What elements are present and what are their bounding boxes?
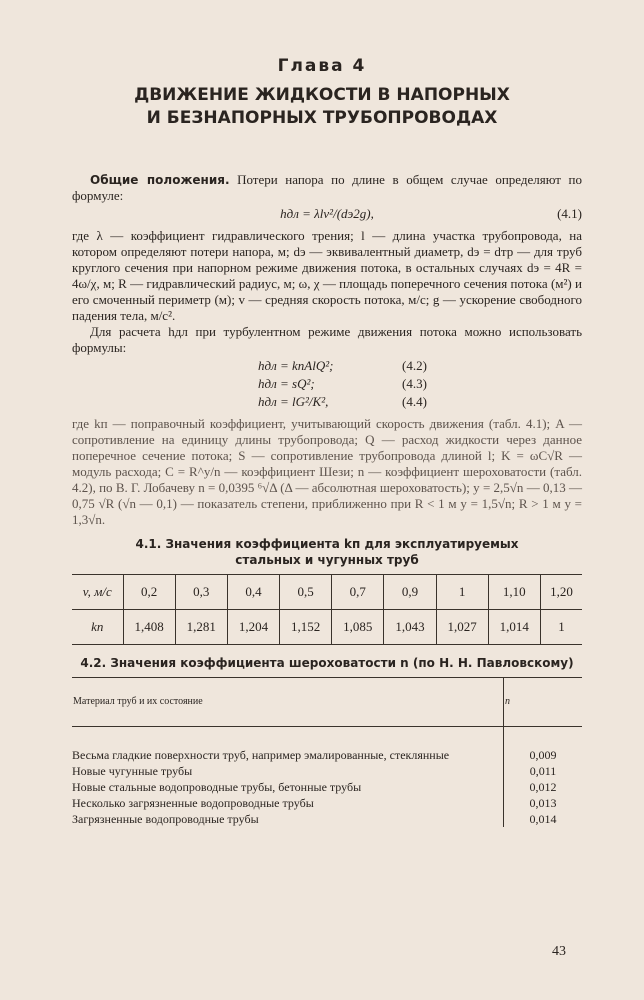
table-row <box>72 779 582 795</box>
table-cell: 0,7 <box>332 575 384 610</box>
table-cell: 0,9 <box>384 575 436 610</box>
table-cell: 1 <box>436 575 488 610</box>
column-header-n: n <box>504 678 583 727</box>
table-row <box>72 763 582 779</box>
table-4-1-title-line-1: 4.1. Значения коэффициента kп для эксплуатируемых <box>135 537 519 551</box>
table-cell: 1,014 <box>488 610 540 645</box>
column-header-material: Материал труб и их состояние <box>72 678 504 727</box>
body-text <box>72 172 582 827</box>
table-cell: 1,204 <box>227 610 279 645</box>
paragraph-2: Для расчета hдл при турбулентном режиме движения потока можно использовать формулы: <box>72 324 582 355</box>
material-cell: Весьма гладкие поверхности труб, например эмалированные, стеклянные <box>72 748 450 762</box>
intro-lead: Общие положения. <box>90 173 230 187</box>
table-cell: 1,043 <box>384 610 436 645</box>
n-cell: 0,012 <box>504 779 583 795</box>
material-cell: Новые чугунные трубы <box>72 764 193 778</box>
formula-4-3 <box>72 376 582 394</box>
material-cell: Несколько загрязненные водопроводные трубы <box>72 796 314 810</box>
row-label-coefficient: kп <box>72 610 123 645</box>
table-row-velocity <box>72 575 582 610</box>
page-number: 43 <box>552 944 566 959</box>
table-4-1-title-line-2: стальных и чугунных труб <box>235 553 419 567</box>
n-cell: 0,013 <box>504 795 583 811</box>
formula-4-2-number: (4.2) <box>402 358 427 373</box>
table-4-2 <box>72 677 582 827</box>
table-cell: 1,20 <box>540 575 582 610</box>
table-4-2-title: 4.2. Значения коэффициента шероховатости n (по Н. Н. Павловскому) <box>80 656 574 670</box>
table-4-1-title <box>72 536 582 568</box>
intro-text: Потери напора по длине в общем случае определяют по формуле: <box>72 172 582 203</box>
table-cell: 0,2 <box>123 575 175 610</box>
formula-4-4-expr: hдл = lG²/K², <box>258 394 329 409</box>
table-cell: 1,281 <box>175 610 227 645</box>
formula-4-3-number: (4.3) <box>402 376 427 391</box>
table-4-1 <box>72 574 582 645</box>
chapter-heading <box>0 84 644 130</box>
chapter-title: Глава 4 <box>277 56 367 76</box>
table-cell: 1,085 <box>332 610 384 645</box>
formula-4-1-number: (4.1) <box>557 206 582 221</box>
formula-block <box>72 358 582 412</box>
table-cell: 1,152 <box>280 610 332 645</box>
material-cell: Загрязненные водопроводные трубы <box>72 812 259 826</box>
formula-4-1-expr: hдл = λlv²/(dэ2g), <box>280 206 374 221</box>
table-cell: 1,408 <box>123 610 175 645</box>
table-cell: 0,4 <box>227 575 279 610</box>
definitions-paragraph-3: где kп — поправочный коэффициент, учитывающий скорость движения (табл. 4.1); A — сопротивление на единицу длины трубопровода; Q — расход жидкости через данное поперечное сечение потока; S — сопротивление трубопровода длиной l; K = ωC√R — модуль расхода; C = R^y/n — коэффициент Шези; n — коэффициент шероховатости (табл. 4.2), по В. Г. Лобачеву n = 0,0395 ⁶√Δ (Δ — абсолютная шероховатость); y = 2,5√n — 0,13 — 0,75 √R (√n — 0,1) — показатель степени, приближенно при R < 1 м y = 1,5√n; R > 1 м y = 1,3√n. <box>72 416 582 527</box>
formula-4-1 <box>72 206 582 226</box>
heading-line-2: И БЕЗНАПОРНЫХ ТРУБОПРОВОДАХ <box>146 108 498 128</box>
table-row <box>72 727 582 764</box>
definitions-paragraph-1: где λ — коэффициент гидравлического трения; l — длина участка трубопровода, на котором определяют потери напора, м; dэ — эквивалентный диаметр, dэ = dтр — для труб круглого сечения при напорном режиме движения потока, в остальных случаях dэ = 4R = 4ω/χ, м; R — гидравлический радиус, м; ω, χ — площадь поперечного сечения потока (м²) и его смоченный периметр (м); v — средняя скорость потока, м/с; g — ускорение свободного падения тела, м/с². <box>72 228 582 323</box>
intro-paragraph <box>72 172 582 204</box>
heading-line-1: ДВИЖЕНИЕ ЖИДКОСТИ В НАПОРНЫХ <box>134 85 510 105</box>
formula-4-4 <box>72 394 582 412</box>
n-cell: 0,009 <box>504 727 583 764</box>
row-label-velocity: v, м/с <box>72 575 123 610</box>
formula-4-3-expr: hдл = sQ²; <box>258 376 315 391</box>
formula-4-4-number: (4.4) <box>402 394 427 409</box>
table-cell: 0,5 <box>280 575 332 610</box>
table-row-coefficient <box>72 610 582 645</box>
table-cell: 1 <box>540 610 582 645</box>
table-header-row <box>72 678 582 727</box>
n-cell: 0,011 <box>504 763 583 779</box>
formula-4-2-expr: hдл = kпAlQ²; <box>258 358 334 373</box>
table-cell: 1,10 <box>488 575 540 610</box>
material-cell: Новые стальные водопроводные трубы, бетонные трубы <box>72 780 362 794</box>
table-cell: 0,3 <box>175 575 227 610</box>
formula-4-2 <box>72 358 582 376</box>
table-row <box>72 795 582 811</box>
table-cell: 1,027 <box>436 610 488 645</box>
n-cell: 0,014 <box>504 811 583 827</box>
table-row <box>72 811 582 827</box>
